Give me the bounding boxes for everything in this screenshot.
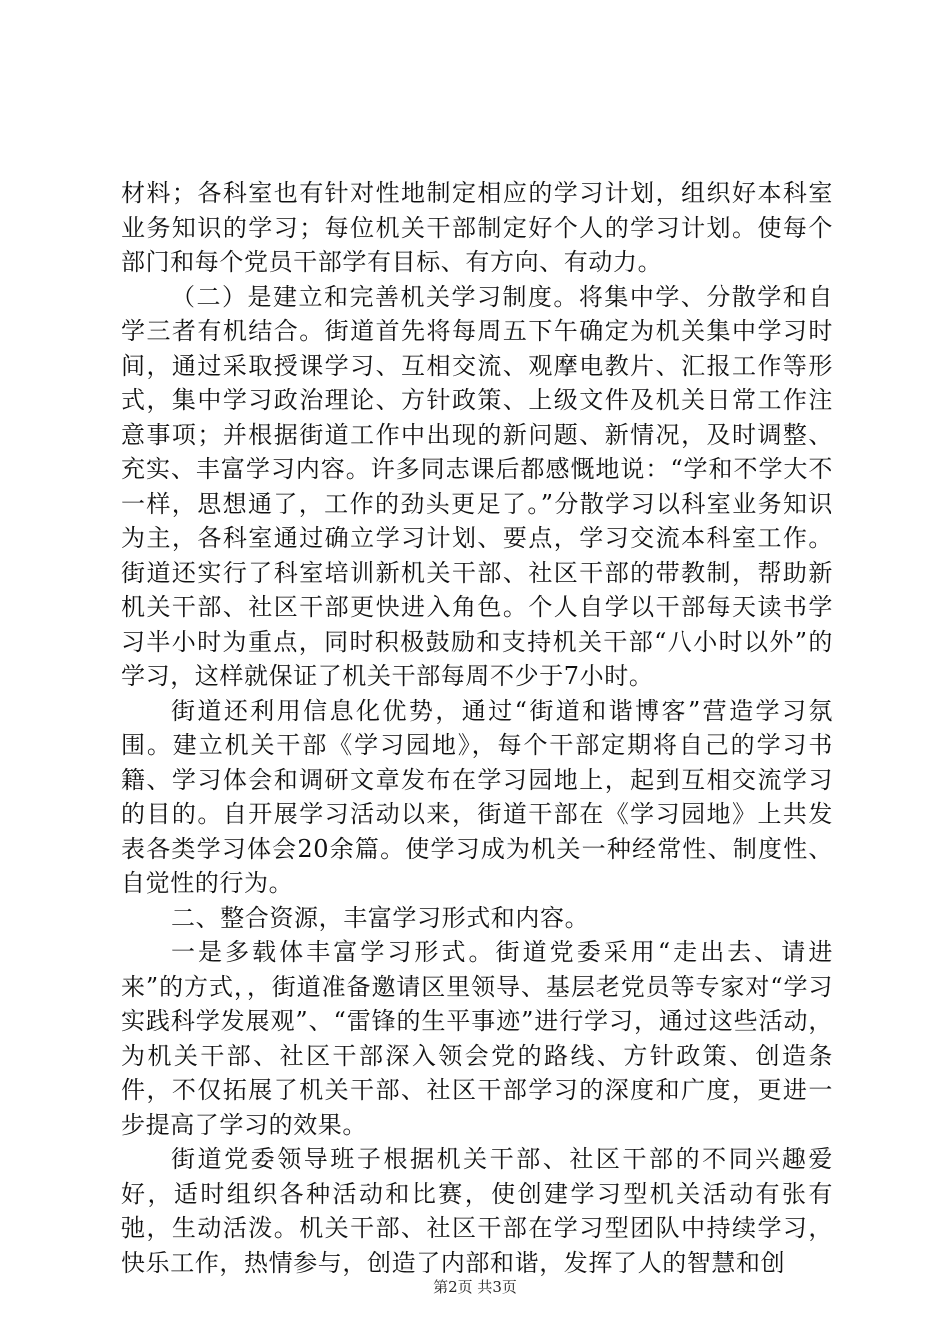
paragraph-activities: 街道党委领导班子根据机关干部、社区干部的不同兴趣爱好，适时组织各种活动和比赛，使创建学习型机关活动有张有弛，生动活泼。机关干部、社区干部在学习型团队中持续学习，快乐工作，热情参与，创造了内部和谐，发挥了人的智慧和创 (121, 1145, 833, 1277)
page-number-footer: 第2页 共3页 (433, 1278, 517, 1296)
paragraph-blog: 街道还利用信息化优势，通过“街道和谐博客”营造学习氛围。建立机关干部《学习园地》，每个干部定期将自己的学习书籍、学习体会和调研文章发布在学习园地上，起到互相交流学习的目的。自开展学习活动以来，街道干部在《学习园地》上共发表各类学习体会20余篇。使学习成为机关一种经常性、制度性、自觉性的行为。 (121, 696, 833, 897)
paragraph-continuation: 材料；各科室也有针对性地制定相应的学习计划，组织好本科室业务知识的学习；每位机关干部制定好个人的学习计划。使每个部门和每个党员干部学有目标、有方向、有动力。 (121, 179, 833, 276)
paragraph-carriers: 一是多载体丰富学习形式。街道党委采用“走出去、请进来”的方式，，街道准备邀请区里领导、基层老党员等专家对“学习实践科学发展观”、“雷锋的生平事迹”进行学习，通过这些活动，为机关干部、社区干部深入领会党的路线、方针政策、创造条件，不仅拓展了机关干部、社区干部学习的深度和广度，更进一步提高了学习的效果。 (121, 938, 833, 1139)
document-body (121, 176, 833, 1280)
section-heading: 二、整合资源，丰富学习形式和内容。 (171, 903, 590, 932)
paragraph-study-system: （二）是建立和完善机关学习制度。将集中学、分散学和自学三者有机结合。街道首先将每周五下午确定为机关集中学习时间，通过采取授课学习、互相交流、观摩电教片、汇报工作等形式，集中学习政治理论、方针政策、上级文件及机关日常工作注意事项；并根据街道工作中出现的新问题、新情况，及时调整、充实、丰富学习内容。许多同志课后都感慨地说：“学和不学大不一样，思想通了，工作的劲头更足了。”分散学习以科室业务知识为主，各科室通过确立学习计划、要点，学习交流本科室工作。街道还实行了科室培训新机关干部、社区干部的带教制，帮助新机关干部、社区干部更快进入角色。个人自学以干部每天读书学习半小时为重点，同时积极鼓励和支持机关干部“八小时以外”的学习，这样就保证了机关干部每周不少于7小时。 (121, 282, 833, 690)
